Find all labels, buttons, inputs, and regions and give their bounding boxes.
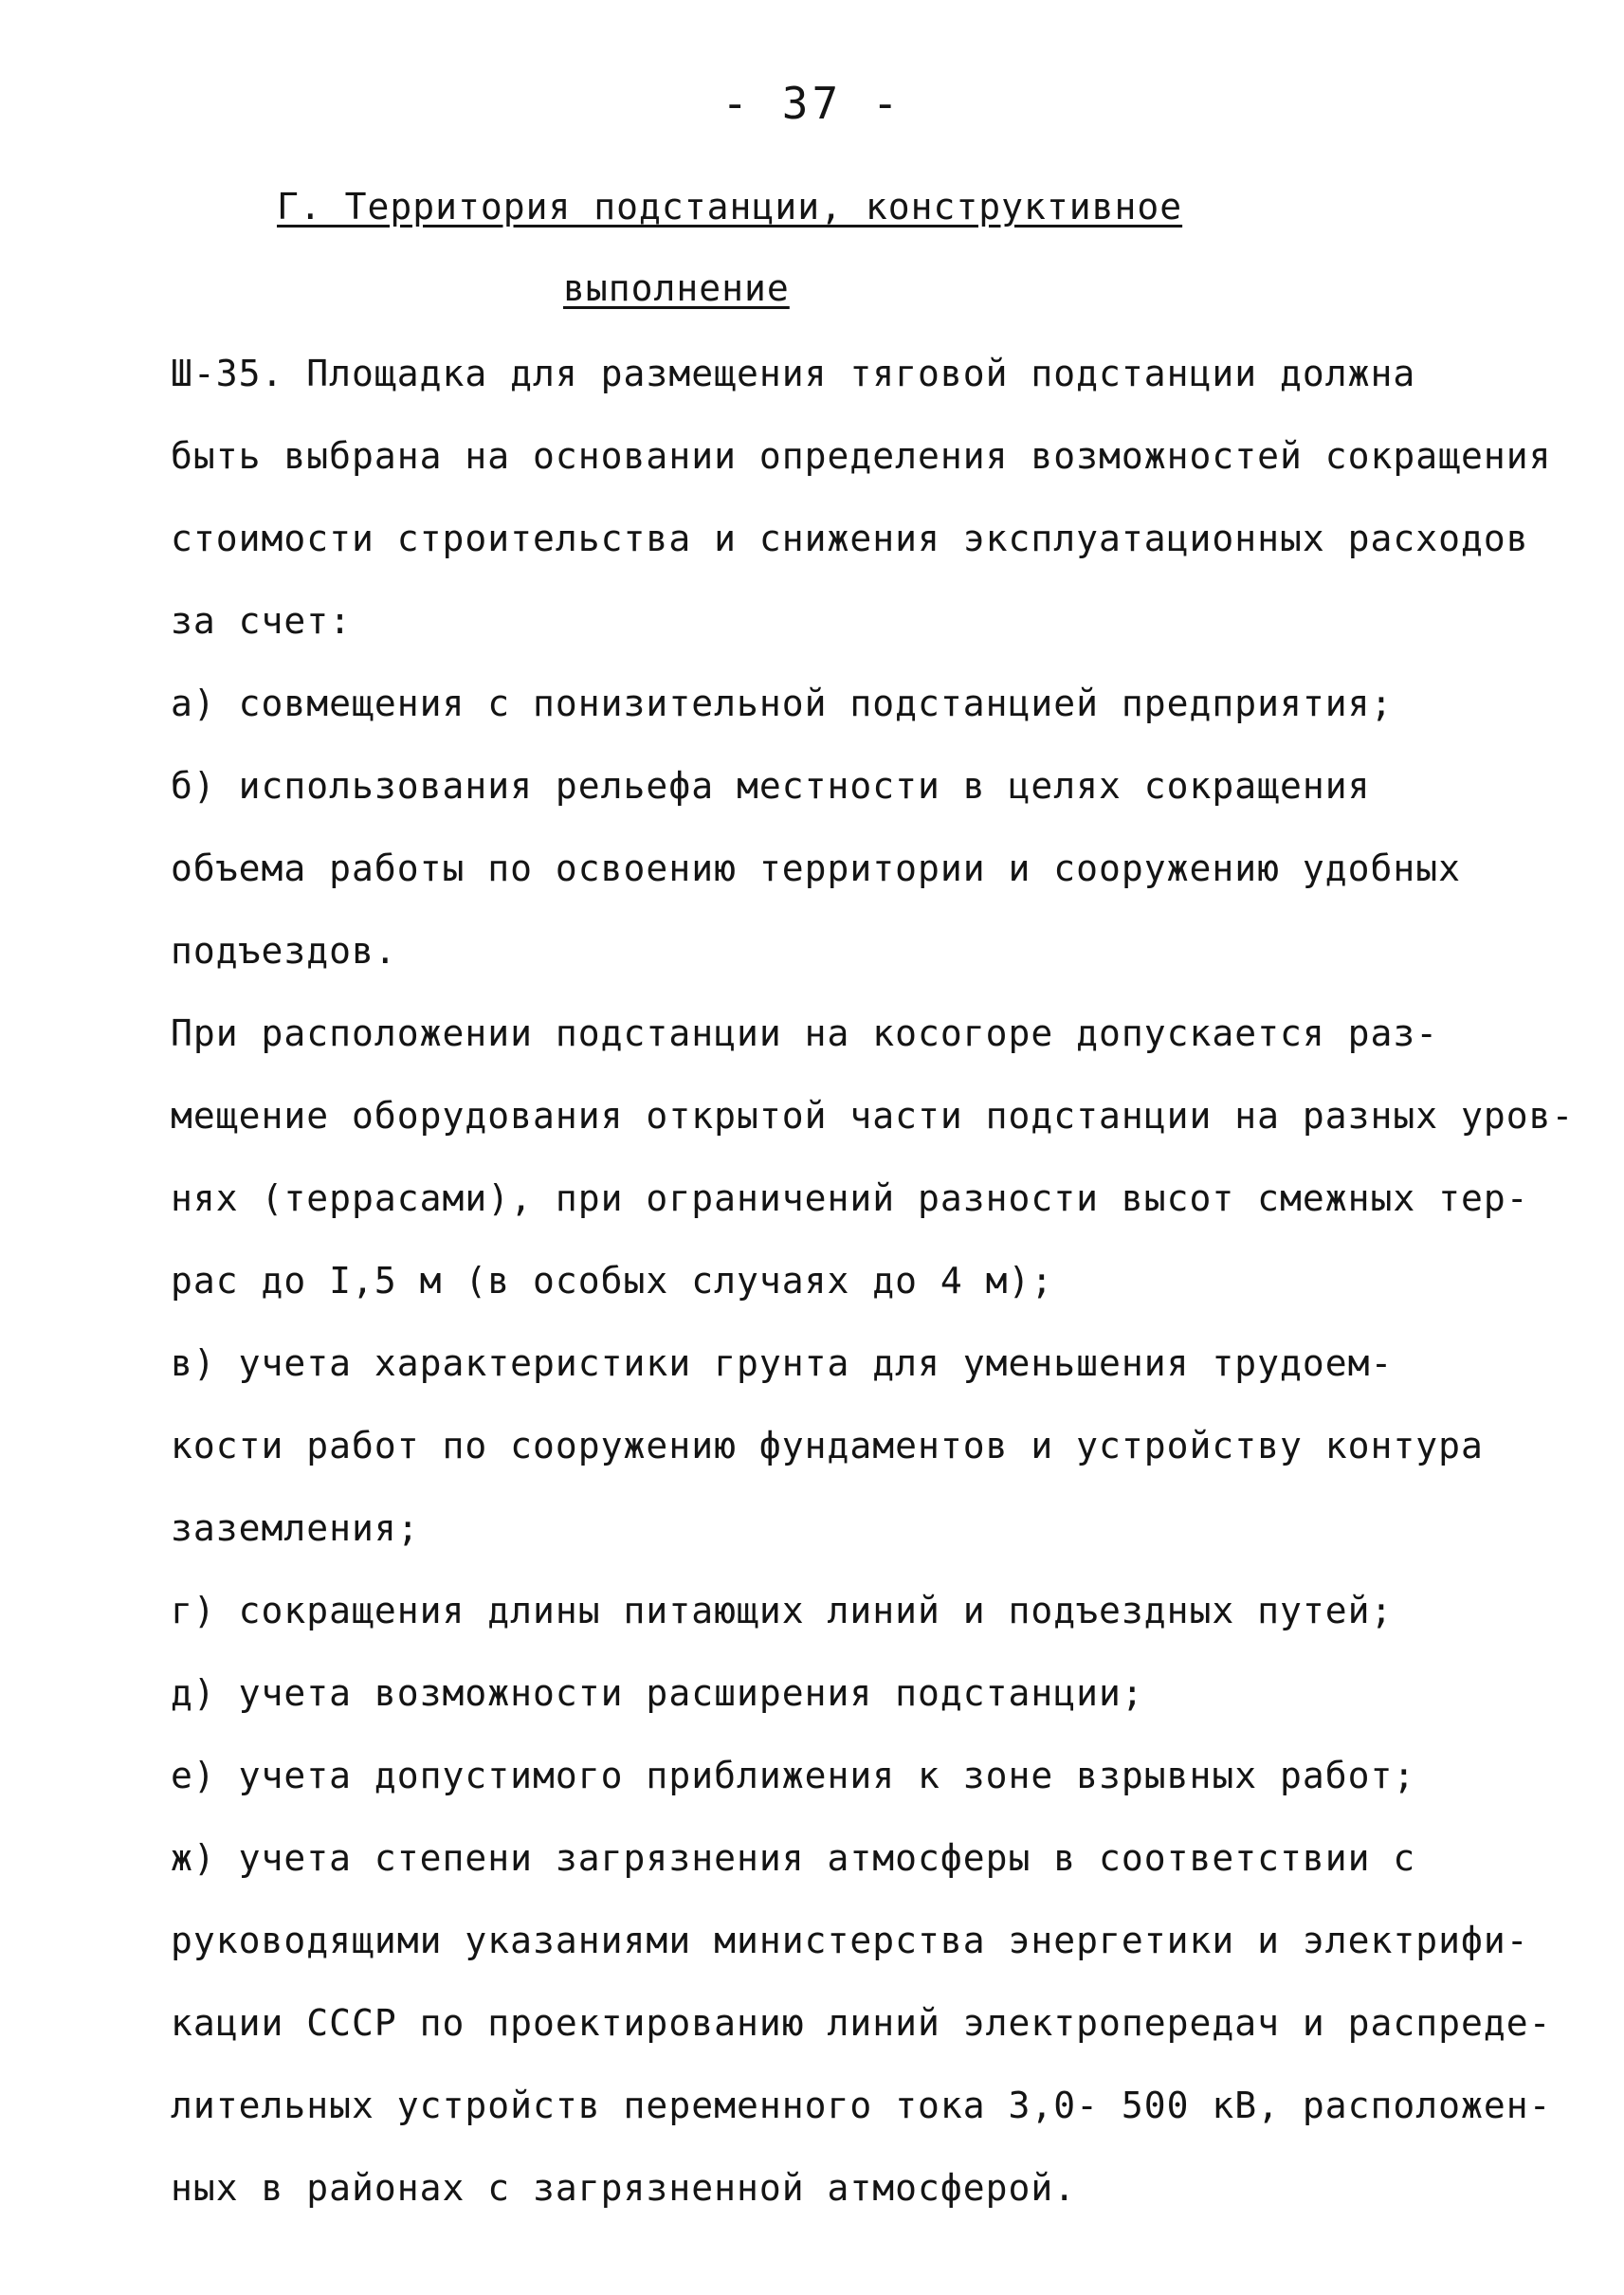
text-line: стоимости строительства и снижения эксплуатационных расходов <box>171 518 1529 559</box>
text-line: а) совмещения с понизительной подстанцией предприятия; <box>171 683 1394 724</box>
text-line: быть выбрана на основании определения возможностей сокращения <box>171 435 1552 477</box>
section-heading: Г. Территория подстанции, конструктивное <box>277 186 1183 228</box>
text-line: ж) учета степени загрязнения атмосферы в соответствии с <box>171 1837 1416 1879</box>
text-line: Ш-35. Площадка для размещения тяговой подстанции должна <box>171 353 1416 394</box>
text-line: кости работ по сооружению фундаментов и устройству контура <box>171 1425 1484 1466</box>
text-line: б) использования рельефа местности в целях сокращения <box>171 765 1371 807</box>
text-line: кации СССР по проектированию линий электропередач и распреде- <box>171 2002 1552 2044</box>
text-line: ных в районах с загрязненной атмосферой. <box>171 2167 1077 2209</box>
text-line: г) сокращения длины питающих линий и подъездных путей; <box>171 1590 1394 1631</box>
text-line: за счет: <box>171 600 353 642</box>
text-line: рас до I,5 м (в особых случаях до 4 м); <box>171 1260 1054 1302</box>
text-line: е) учета допустимого приближения к зоне взрывных работ; <box>171 1755 1416 1796</box>
text-line: заземления; <box>171 1507 420 1549</box>
section-heading-continuation: выполнение <box>563 267 790 309</box>
text-line: нях (террасами), при ограничений разности высот смежных тер- <box>171 1177 1529 1219</box>
page-number: - 37 - <box>721 78 903 129</box>
text-line: объема работы по освоению территории и сооружению удобных <box>171 847 1462 889</box>
text-line: руководящими указаниями министерства энергетики и электрифи- <box>171 1920 1529 1961</box>
text-line: лительных устройств переменного тока 3,0- 500 кВ, расположен- <box>171 2085 1552 2126</box>
text-line: подъездов. <box>171 930 397 972</box>
text-line: в) учета характеристики грунта для уменьшения трудоем- <box>171 1342 1394 1384</box>
text-line: д) учета возможности расширения подстанции; <box>171 1672 1144 1714</box>
text-line: мещение оборудования открытой части подстанции на разных уров- <box>171 1095 1575 1137</box>
text-line: При расположении подстанции на косогоре допускается раз- <box>171 1012 1439 1054</box>
